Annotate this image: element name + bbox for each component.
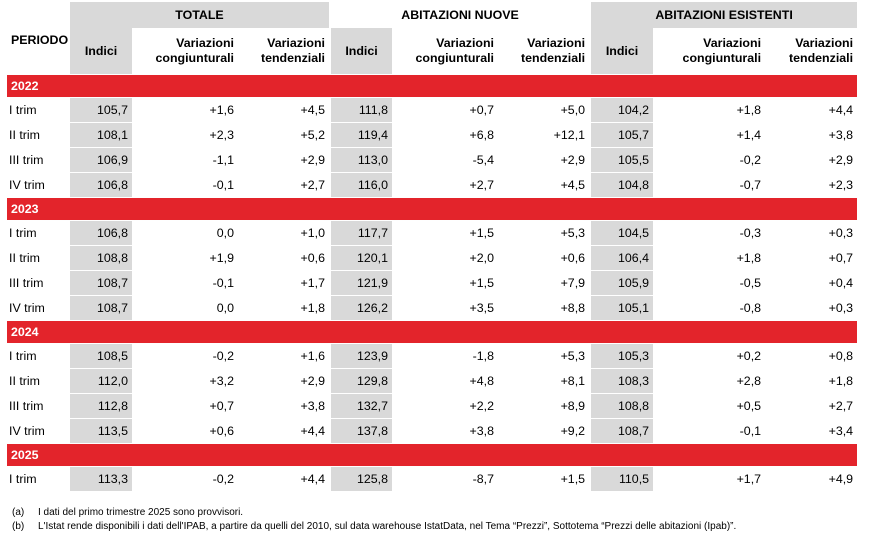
table-cell: 116,0 bbox=[330, 173, 392, 198]
table-row bbox=[7, 369, 857, 394]
group-header-row bbox=[7, 2, 857, 28]
table-row bbox=[7, 394, 857, 419]
table-cell: +2,2 bbox=[392, 394, 498, 419]
table-cell: +2,9 bbox=[765, 148, 857, 173]
table-cell: +2,7 bbox=[238, 173, 330, 198]
period-label: III trim bbox=[7, 394, 70, 419]
table-cell: +1,8 bbox=[653, 98, 765, 123]
table-cell: +0,3 bbox=[765, 296, 857, 321]
table-cell: +0,8 bbox=[765, 344, 857, 369]
period-label: I trim bbox=[7, 98, 70, 123]
table-row bbox=[7, 173, 857, 198]
table-cell: -0,1 bbox=[132, 271, 238, 296]
col-var-tend: Variazioni tendenziali bbox=[789, 35, 854, 65]
table-cell: +0,7 bbox=[392, 98, 498, 123]
footnotes bbox=[12, 506, 736, 534]
table-cell: +0,6 bbox=[498, 246, 590, 271]
table-cell: 113,3 bbox=[70, 467, 132, 492]
table-row bbox=[7, 123, 857, 148]
table-cell: +1,5 bbox=[392, 221, 498, 246]
table-cell: 126,2 bbox=[330, 296, 392, 321]
table-cell: 123,9 bbox=[330, 344, 392, 369]
footnote-b: (b) L'Istat rende disponibili i dati dell'IPAB, a partire da quelli del 2010, sul data warehouse IstatData, nel Tema “Prezzi”, Sottotema “Prezzi delle abitazioni (Ipab)”. bbox=[12, 521, 737, 532]
table-cell: +2,0 bbox=[392, 246, 498, 271]
table-cell: +8,8 bbox=[498, 296, 590, 321]
table-cell: 108,3 bbox=[590, 369, 653, 394]
col-var-cong: Variazioni congiunturali bbox=[155, 35, 234, 65]
table-cell: -0,8 bbox=[653, 296, 765, 321]
table-cell: +4,4 bbox=[238, 419, 330, 444]
period-label: I trim bbox=[7, 467, 70, 492]
table-cell: +4,5 bbox=[238, 98, 330, 123]
table-cell: +2,3 bbox=[132, 123, 238, 148]
period-label: II trim bbox=[7, 246, 70, 271]
table-cell: +6,8 bbox=[392, 123, 498, 148]
table-cell: +8,9 bbox=[498, 394, 590, 419]
period-label: IV trim bbox=[7, 173, 70, 198]
table-cell: 108,7 bbox=[70, 271, 132, 296]
table-cell: 112,0 bbox=[70, 369, 132, 394]
table-cell: -5,4 bbox=[392, 148, 498, 173]
table-cell: +0,7 bbox=[132, 394, 238, 419]
table-cell: 111,8 bbox=[330, 98, 392, 123]
table-cell: +5,2 bbox=[238, 123, 330, 148]
table-cell: 108,8 bbox=[590, 394, 653, 419]
table-cell: +5,3 bbox=[498, 221, 590, 246]
table-cell: +1,6 bbox=[238, 344, 330, 369]
table-cell: +0,6 bbox=[238, 246, 330, 271]
periodo-header: PERIODO bbox=[11, 32, 69, 47]
year-row bbox=[7, 321, 857, 344]
table-cell: 104,2 bbox=[590, 98, 653, 123]
table-cell: 0,0 bbox=[132, 296, 238, 321]
table-cell: +3,4 bbox=[765, 419, 857, 444]
table-cell: +5,3 bbox=[498, 344, 590, 369]
table-cell: -1,8 bbox=[392, 344, 498, 369]
table-cell: +2,7 bbox=[765, 394, 857, 419]
group-totale: TOTALE bbox=[70, 2, 330, 28]
table-cell: +1,4 bbox=[653, 123, 765, 148]
period-label: I trim bbox=[7, 221, 70, 246]
table-cell: 119,4 bbox=[330, 123, 392, 148]
table-cell: +0,4 bbox=[765, 271, 857, 296]
table-cell: +1,0 bbox=[238, 221, 330, 246]
table-cell: 104,8 bbox=[590, 173, 653, 198]
table-cell: -0,2 bbox=[653, 148, 765, 173]
table-cell: +0,3 bbox=[765, 221, 857, 246]
table-cell: +7,9 bbox=[498, 271, 590, 296]
col-var-tend: Variazioni tendenziali bbox=[521, 35, 586, 65]
table-cell: 105,7 bbox=[590, 123, 653, 148]
col-indici: Indici bbox=[330, 28, 392, 75]
year-row bbox=[7, 444, 857, 467]
table-cell: +0,5 bbox=[653, 394, 765, 419]
period-label: I trim bbox=[7, 344, 70, 369]
col-indici: Indici bbox=[590, 28, 653, 75]
period-label: IV trim bbox=[7, 296, 70, 321]
table-cell: +3,5 bbox=[392, 296, 498, 321]
table-cell: -1,1 bbox=[132, 148, 238, 173]
table-cell: -0,1 bbox=[132, 173, 238, 198]
table-cell: +2,9 bbox=[238, 148, 330, 173]
table-row bbox=[7, 271, 857, 296]
table-cell: +4,9 bbox=[765, 467, 857, 492]
table-cell: +2,3 bbox=[765, 173, 857, 198]
table-cell: 106,4 bbox=[590, 246, 653, 271]
table-row bbox=[7, 98, 857, 123]
table-cell: -0,2 bbox=[132, 467, 238, 492]
table-cell: 106,8 bbox=[70, 221, 132, 246]
table-row bbox=[7, 419, 857, 444]
table-cell: 105,5 bbox=[590, 148, 653, 173]
table-cell: 113,5 bbox=[70, 419, 132, 444]
table-cell: +3,2 bbox=[132, 369, 238, 394]
table-cell: +1,9 bbox=[132, 246, 238, 271]
col-var-cong: Variazioni congiunturali bbox=[415, 35, 494, 65]
year-label: 2025 bbox=[7, 444, 857, 467]
group-abitazioni-nuove: ABITAZIONI NUOVE bbox=[330, 2, 590, 28]
table-cell: 137,8 bbox=[330, 419, 392, 444]
table-cell: 0,0 bbox=[132, 221, 238, 246]
table-cell: +4,5 bbox=[498, 173, 590, 198]
table-row bbox=[7, 246, 857, 271]
table-cell: 108,8 bbox=[70, 246, 132, 271]
table-cell: +2,9 bbox=[238, 369, 330, 394]
table-cell: 106,9 bbox=[70, 148, 132, 173]
table-cell: +1,8 bbox=[653, 246, 765, 271]
table-cell: 113,0 bbox=[330, 148, 392, 173]
table-cell: -8,7 bbox=[392, 467, 498, 492]
table-cell: +4,8 bbox=[392, 369, 498, 394]
table-cell: +12,1 bbox=[498, 123, 590, 148]
table-cell: 112,8 bbox=[70, 394, 132, 419]
table-row bbox=[7, 296, 857, 321]
table-cell: 105,9 bbox=[590, 271, 653, 296]
table-cell: +1,7 bbox=[653, 467, 765, 492]
period-label: II trim bbox=[7, 123, 70, 148]
table-cell: +3,8 bbox=[392, 419, 498, 444]
table-row bbox=[7, 467, 857, 492]
period-label: IV trim bbox=[7, 419, 70, 444]
table-cell: -0,7 bbox=[653, 173, 765, 198]
table-cell: +1,7 bbox=[238, 271, 330, 296]
table-row bbox=[7, 344, 857, 369]
group-abitazioni-esistenti: ABITAZIONI ESISTENTI bbox=[590, 2, 857, 28]
table-cell: 120,1 bbox=[330, 246, 392, 271]
table-cell: 104,5 bbox=[590, 221, 653, 246]
table-cell: +0,2 bbox=[653, 344, 765, 369]
table-cell: 108,7 bbox=[70, 296, 132, 321]
table-cell: +4,4 bbox=[238, 467, 330, 492]
table-cell: +2,9 bbox=[498, 148, 590, 173]
table-row bbox=[7, 221, 857, 246]
table-cell: 105,1 bbox=[590, 296, 653, 321]
table-cell: 105,7 bbox=[70, 98, 132, 123]
table-cell: +4,4 bbox=[765, 98, 857, 123]
footnote-a: (a) I dati del primo trimestre 2025 sono provvisori. bbox=[12, 507, 244, 518]
table-cell: 108,5 bbox=[70, 344, 132, 369]
table-cell: -0,5 bbox=[653, 271, 765, 296]
table-cell: +2,8 bbox=[653, 369, 765, 394]
period-label: III trim bbox=[7, 271, 70, 296]
table-cell: +3,8 bbox=[238, 394, 330, 419]
table-cell: -0,3 bbox=[653, 221, 765, 246]
table-cell: +5,0 bbox=[498, 98, 590, 123]
year-label: 2022 bbox=[7, 75, 857, 98]
table-cell: 108,1 bbox=[70, 123, 132, 148]
table-cell: +1,5 bbox=[498, 467, 590, 492]
table-cell: +0,6 bbox=[132, 419, 238, 444]
table-cell: 129,8 bbox=[330, 369, 392, 394]
table-cell: -0,1 bbox=[653, 419, 765, 444]
year-label: 2024 bbox=[7, 321, 857, 344]
year-row bbox=[7, 75, 857, 98]
table-cell: +1,8 bbox=[238, 296, 330, 321]
table-cell: 108,7 bbox=[590, 419, 653, 444]
col-indici: Indici bbox=[70, 28, 132, 75]
year-row bbox=[7, 198, 857, 221]
table-cell: +9,2 bbox=[498, 419, 590, 444]
ipab-table bbox=[7, 2, 857, 492]
column-header-row bbox=[7, 28, 857, 75]
table-cell: +3,8 bbox=[765, 123, 857, 148]
table-cell: 110,5 bbox=[590, 467, 653, 492]
year-label: 2023 bbox=[7, 198, 857, 221]
table-cell: +8,1 bbox=[498, 369, 590, 394]
table-row bbox=[7, 148, 857, 173]
table-cell: 125,8 bbox=[330, 467, 392, 492]
table-cell: +1,6 bbox=[132, 98, 238, 123]
table-cell: 105,3 bbox=[590, 344, 653, 369]
table-cell: +1,8 bbox=[765, 369, 857, 394]
table-cell: +1,5 bbox=[392, 271, 498, 296]
table-cell: -0,2 bbox=[132, 344, 238, 369]
table-cell: +0,7 bbox=[765, 246, 857, 271]
table-cell: 106,8 bbox=[70, 173, 132, 198]
table-cell: 132,7 bbox=[330, 394, 392, 419]
table-cell: 121,9 bbox=[330, 271, 392, 296]
period-label: III trim bbox=[7, 148, 70, 173]
col-var-tend: Variazioni tendenziali bbox=[260, 35, 325, 65]
period-label: II trim bbox=[7, 369, 70, 394]
table-cell: 117,7 bbox=[330, 221, 392, 246]
table-cell: +2,7 bbox=[392, 173, 498, 198]
table-body bbox=[7, 75, 857, 492]
col-var-cong: Variazioni congiunturali bbox=[682, 35, 762, 65]
